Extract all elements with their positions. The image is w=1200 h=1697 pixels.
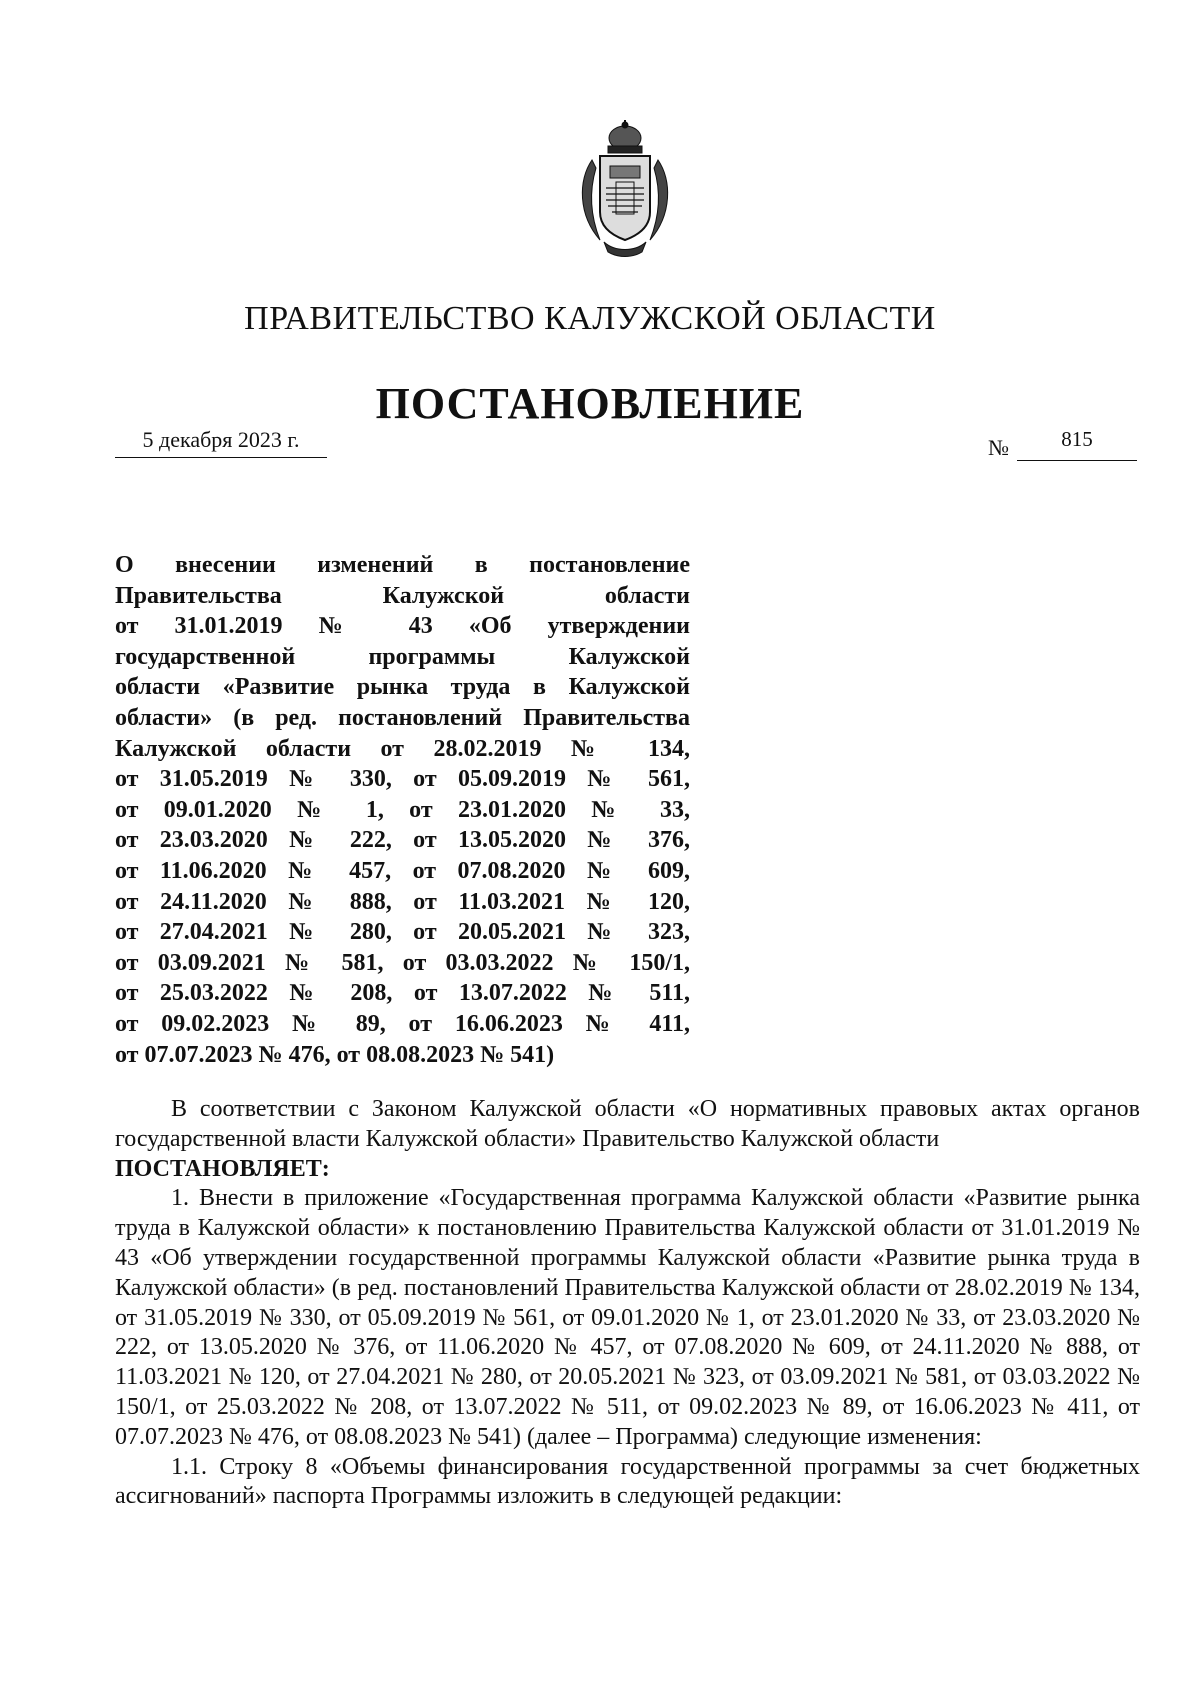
- subject-line: от 31.05.2019 № 330, от 05.09.2019 № 561,: [115, 766, 690, 793]
- item-1-paragraph: 1. Внести в приложение «Государственная программа Калужской области «Развитие рынка труда в Калужской области» к постановлению Правительства Калужской области от 31.01.2019 № 43 «Об утверждении государственной программы Калужской области «Развитие рынка труда в Калужской области» (в ред. постановлений Правительства Калужской области от 28.02.2019 № 134, от 31.05.2019 № 330, от 05.09.2019 № 561, от 09.01.2020 № 1, от 23.01.2020 № 33, от 23.03.2020 № 222, от 13.05.2020 № 376, от 11.06.2020 № 457, от 07.08.2020 № 609, от 24.11.2020 № 888, от 11.03.2021 № 120, от 27.04.2021 № 280, от 20.05.2021 № 323, от 03.09.2021 № 581, от 03.03.2022 № 150/1, от 25.03.2022 № 208, от 13.07.2022 № 511, от 09.02.2023 № 89, от 16.06.2023 № 411, от 07.07.2023 № 476, от 08.08.2023 № 541) (далее – Программа) следующие изменения:: [115, 1185, 1140, 1450]
- subject-line: от 25.03.2022 № 208, от 13.07.2022 № 511,: [115, 980, 690, 1007]
- subject-line: О внесении изменений в постановление: [115, 552, 690, 578]
- document-number-label: №: [988, 435, 1009, 460]
- subject-line: от 31.01.2019 № 43 «Об утверждении: [115, 613, 690, 640]
- ribbon-icon: [604, 242, 646, 257]
- subject-line: от 27.04.2021 № 280, от 20.05.2021 № 323,: [115, 919, 690, 946]
- subject-line: от 11.06.2020 № 457, от 07.08.2020 № 609,: [115, 857, 690, 884]
- crown-icon: [608, 120, 642, 153]
- decree-word: ПОСТАНОВЛЯЕТ:: [115, 1155, 330, 1182]
- document-body: [115, 1095, 1140, 1512]
- subject-line: области «Развитие рынка труда в Калужской: [115, 674, 690, 701]
- subject-line: от 03.09.2021 № 581, от 03.03.2022 № 150/1,: [115, 949, 690, 976]
- wreath-left-icon: [582, 160, 600, 240]
- document-subject: [115, 550, 690, 1070]
- subject-line: Правительства Калужской области: [115, 582, 690, 609]
- document-type-heading: ПОСТАНОВЛЕНИЕ: [375, 379, 805, 428]
- subject-line: от 09.02.2023 № 89, от 16.06.2023 № 411,: [115, 1010, 690, 1037]
- subject-line: от 24.11.2020 № 888, от 11.03.2021 № 120,: [115, 888, 690, 915]
- document-number: 815: [1017, 427, 1137, 461]
- subject-line: от 09.01.2020 № 1, от 23.01.2020 № 33,: [115, 796, 690, 823]
- subject-line: государственной программы Калужской: [115, 643, 690, 670]
- organization-title: ПРАВИТЕЛЬСТВО КАЛУЖСКОЙ ОБЛАСТИ: [244, 300, 936, 337]
- subject-line: от 07.07.2023 № 476, от 08.08.2023 № 541): [115, 1041, 555, 1068]
- item-1-1-paragraph: 1.1. Строку 8 «Объемы финансирования государственной программы за счет бюджетных ассигнований» паспорта Программы изложить в следующей редакции:: [115, 1453, 1140, 1510]
- coat-of-arms-icon: [570, 120, 680, 260]
- subject-line: области» (в ред. постановлений Правительства: [115, 704, 690, 731]
- wreath-right-icon: [650, 160, 668, 240]
- intro-paragraph: В соответствии с Законом Калужской области «О нормативных правовых актах органов государственной власти Калужской области» Правительство Калужской области: [115, 1096, 1140, 1152]
- subject-line: от 23.03.2020 № 222, от 13.05.2020 № 376,: [115, 827, 690, 854]
- document-date: 5 декабря 2023 г.: [115, 427, 327, 458]
- subject-line: Калужской области от 28.02.2019 № 134,: [115, 735, 690, 762]
